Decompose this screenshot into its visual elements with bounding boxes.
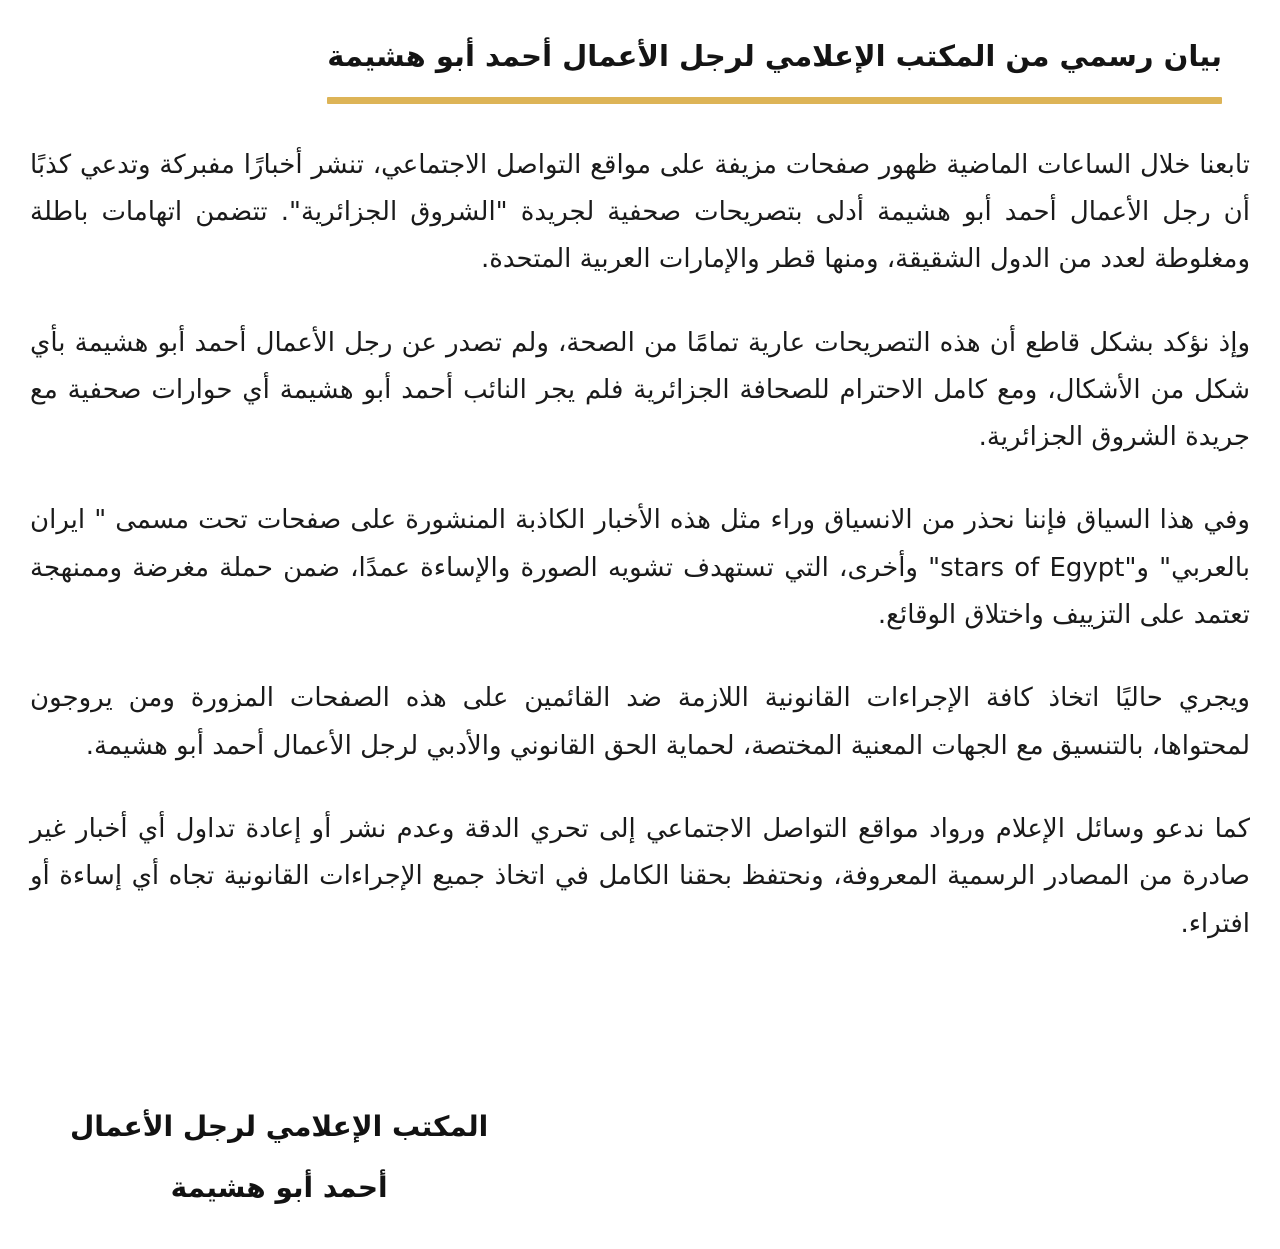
- paragraph-legal-measures: ويجري حاليًا اتخاذ كافة الإجراءات القانونية اللازمة ضد القائمين على هذه الصفحات المزورة ومن يروجون لمحتواها، بالتنسيق مع الجهات المعنية المختصة، لحماية الحق القانوني والأدبي لرجل الأعمال أحمد أبو هشيمة.: [30, 683, 1250, 761]
- statement-body: [30, 142, 1250, 948]
- signature-office-line: المكتب الإعلامي لرجل الأعمال: [70, 1109, 489, 1143]
- paragraph-warning-fake-news: وفي هذا السياق فإننا نحذر من الانسياق وراء مثل هذه الأخبار الكاذبة المنشورة على صفحات تحت مسمى " ايران بالعربي" و"stars of Egypt" وأخرى، التي تستهدف تشويه الصورة والإساءة عمدًا، ضمن حملة مغرضة وممنهجة تعتمد على التزييف واختلاق الوقائع.: [30, 505, 1250, 631]
- paragraph-intro-fake-pages: تابعنا خلال الساعات الماضية ظهور صفحات مزيفة على مواقع التواصل الاجتماعي، تنشر أخبارًا مفبركة وتدعي كذبًا أن رجل الأعمال أحمد أبو هشيمة أدلى بتصريحات صحفية لجريدة "الشروق الجزائرية". تتضمن اتهامات باطلة ومغلوطة لعدد من الدول الشقيقة، ومنها قطر والإمارات العربية المتحدة.: [30, 149, 1250, 275]
- paragraph-media-appeal: كما ندعو وسائل الإعلام ورواد مواقع التواصل الاجتماعي إلى تحري الدقة وعدم نشر أو إعادة تداول أي أخبار غير صادرة من المصادر الرسمية المعروفة، ونحتفظ بحقنا الكامل في اتخاذ جميع الإجراءات القانونية تجاه أي إساءة أو افتراء.: [30, 814, 1250, 939]
- page-title: بيان رسمي من المكتب الإعلامي لرجل الأعمال أحمد أبو هشيمة: [327, 39, 1222, 73]
- signature-block: [70, 1096, 488, 1219]
- title-underline-rule: [327, 97, 1222, 104]
- signature-name-line: أحمد أبو هشيمة: [170, 1171, 388, 1205]
- statement-header: [327, 36, 1222, 104]
- paragraph-denial: وإذ نؤكد بشكل قاطع أن هذه التصريحات عارية تمامًا من الصحة، ولم تصدر عن رجل الأعمال أحمد أبو هشيمة بأي شكل من الأشكال، ومع كامل الاحترام للصحافة الجزائرية فلم يجر النائب أحمد أبو هشيمة أي حوارات صحفية مع جريدة الشروق الجزائرية.: [30, 327, 1250, 453]
